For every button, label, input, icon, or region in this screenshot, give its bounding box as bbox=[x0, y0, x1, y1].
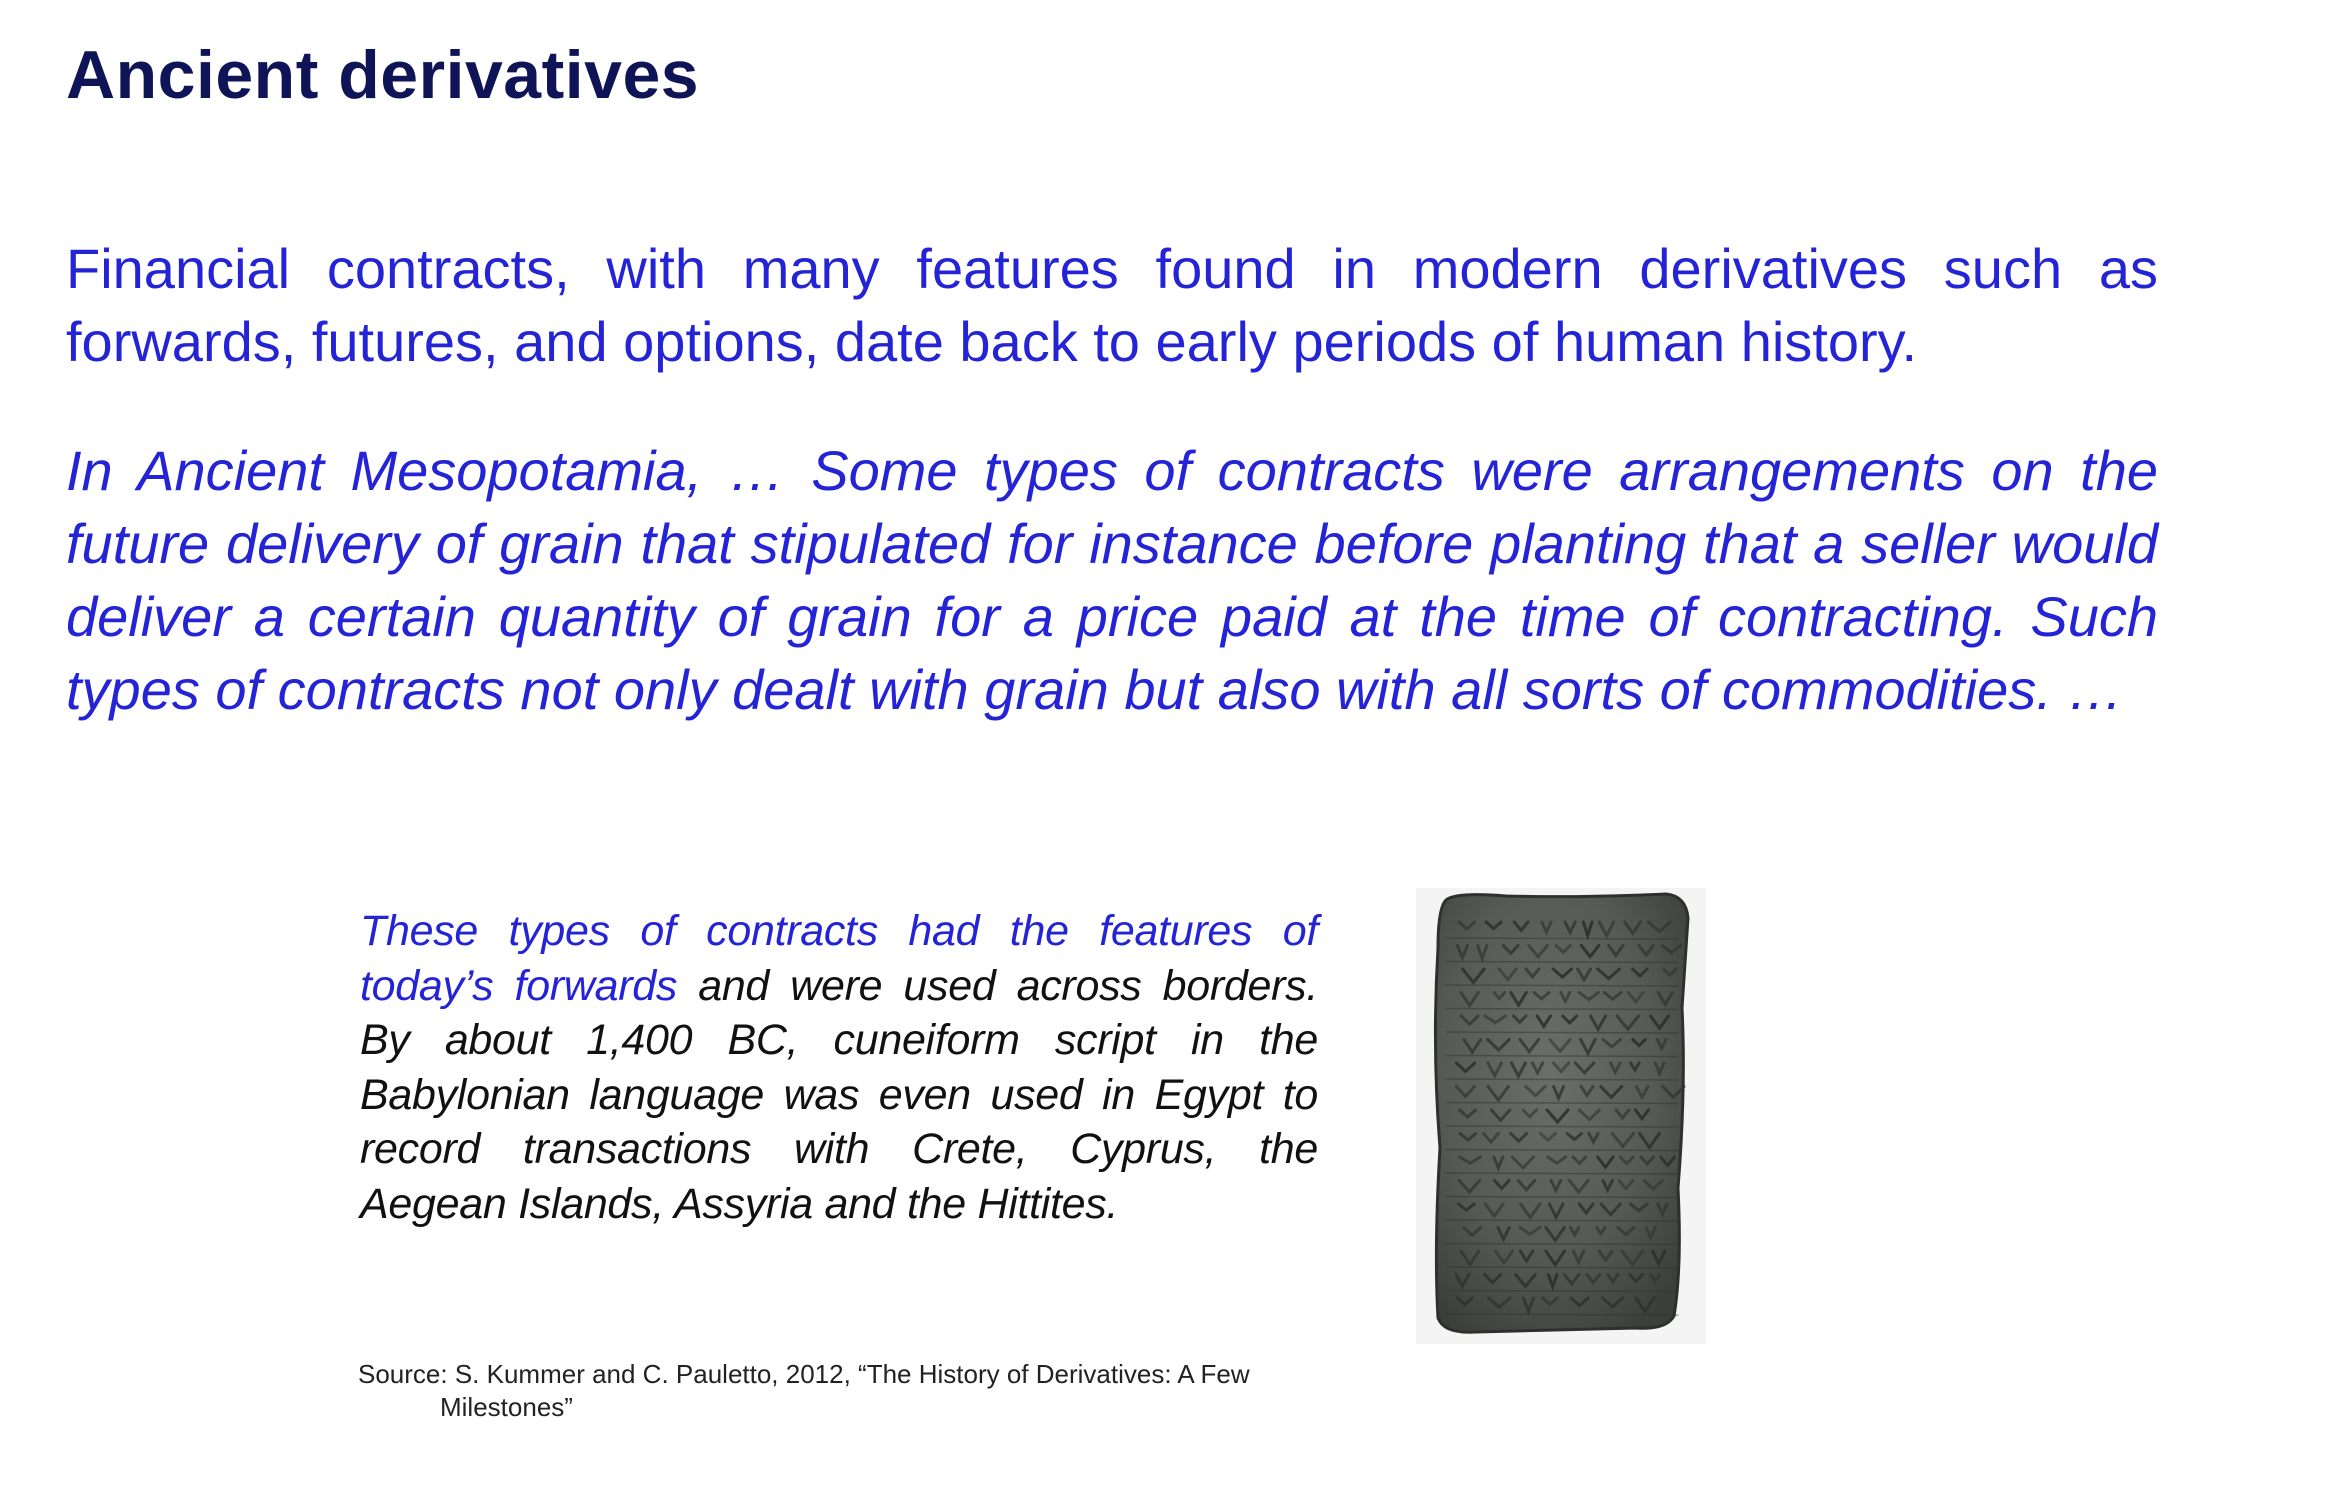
cuneiform-tablet-icon bbox=[1416, 888, 1706, 1344]
intro-paragraph: Financial contracts, with many features found in modern derivatives such as forwards, futures, and options, date back to early periods of human history. bbox=[66, 237, 2158, 373]
detail-paragraph bbox=[360, 904, 1318, 1231]
source-citation bbox=[358, 1358, 1318, 1424]
detail-highlight: These types of contracts had the features of today’s forwards bbox=[360, 907, 1318, 1010]
source-line-2: Milestones” bbox=[440, 1392, 573, 1422]
slide-title: Ancient derivatives bbox=[66, 37, 700, 113]
source-line-1: Source: S. Kummer and C. Pauletto, 2012, “The History of Derivatives: A Few bbox=[358, 1359, 1250, 1389]
cuneiform-tablet-image bbox=[1416, 888, 1706, 1344]
detail-text: and were used across borders. By about 1,400 BC, cuneiform script in the Babylonian language was even used in Egypt to record transactions with Crete, Cyprus, the Aegean Islands, Assyria and the Hittites. bbox=[360, 961, 1318, 1228]
quote-paragraph: In Ancient Mesopotamia, … Some types of contracts were arrangements on the future delivery of grain that stipulated for instance before planting that a seller would deliver a certain quantity of grain for a price paid at the time of contracting. Such types of contracts not only dealt with grain but also with all sorts of commodities. … bbox=[66, 439, 2158, 721]
